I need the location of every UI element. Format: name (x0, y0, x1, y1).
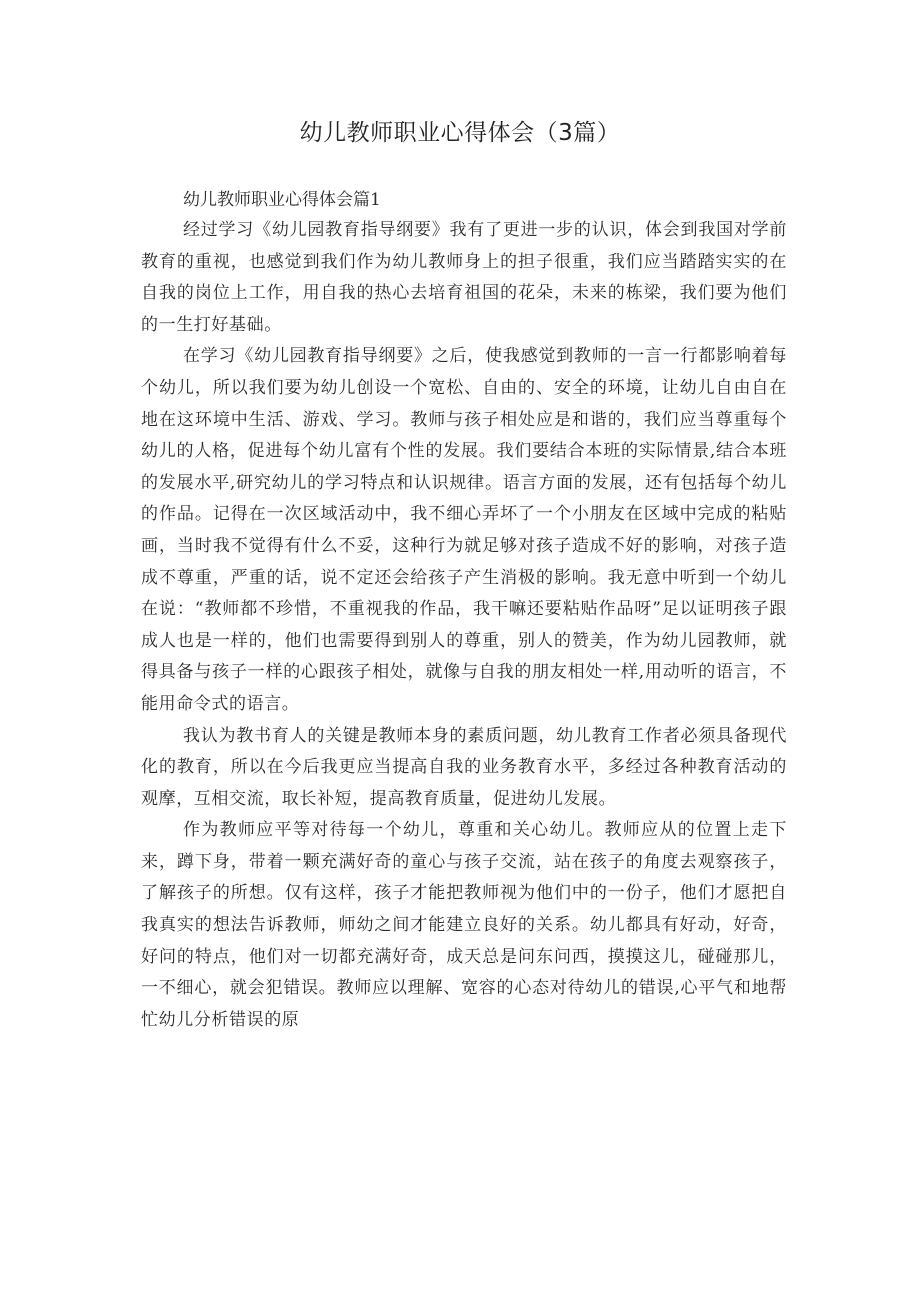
document-title: 幼儿教师职业心得体会（3篇） (299, 120, 621, 146)
section-heading: 幼儿教师职业心得体会篇1 (183, 190, 381, 210)
paragraph-3: 我认为教书育人的关键是教师本身的素质问题，幼儿教育工作者必须具备现代化的教育，所以在今后我更应当提高自我的业务教育水平，多经过各种教育活动的观摩，互相交流，取长补短，提高教育质量，促进幼儿发展。 (141, 725, 787, 809)
document-body (141, 185, 787, 1036)
paragraph-4: 作为教师应平等对待每一个幼儿，尊重和关心幼儿。教师应从的位置上走下来，蹲下身，带着一颗充满好奇的童心与孩子交流，站在孩子的角度去观察孩子，了解孩子的所想。仅有这样，孩子才能把教师视为他们中的一份子，他们才愿把自我真实的想法告诉教师，师幼之间才能建立良好的关系。幼儿都具有好动，好奇，好问的特点，他们对一切都充满好奇，成天总是问东问西，摸摸这儿，碰碰那儿，一不细心，就会犯错误。教师应以理解、宽容的心态对待幼儿的错误,心平气和地帮忙幼儿分析错误的原 (141, 820, 787, 1030)
paragraph-2: 在学习《幼儿园教育指导纲要》之后，使我感觉到教师的一言一行都影响着每个幼儿，所以我们要为幼儿创设一个宽松、自由的、安全的环境，让幼儿自由自在地在这环境中生活、游戏、学习。教师与孩子相处应是和谐的，我们应当尊重每个幼儿的人格，促进每个幼儿富有个性的发展。我们要结合本班的实际情景,结合本班的发展水平,研究幼儿的学习特点和认识规律。语言方面的发展，还有包括每个幼儿的作品。记得在一次区域活动中，我不细心弄坏了一个小朋友在区域中完成的粘贴画，当时我不觉得有什么不妥，这种行为就足够对孩子造成不好的影响，对孩子造成不尊重，严重的话，说不定还会给孩子产生消极的影响。我无意中听到一个幼儿在说：“教师都不珍惜，不重视我的作品，我干嘛还要粘贴作品呀”足以证明孩子跟成人也是一样的，他们也需要得到别人的尊重，别人的赞美，作为幼儿园教师，就得具备与孩子一样的心跟孩子相处，就像与自我的朋友相处一样,用动听的语言，不能用命令式的语言。 (141, 346, 787, 714)
paragraph-1: 经过学习《幼儿园教育指导纲要》我有了更进一步的认识，体会到我国对学前教育的重视，也感觉到我们作为幼儿教师身上的担子很重，我们应当踏踏实实的在自我的岗位上工作，用自我的热心去培育祖国的花朵，未来的栋梁，我们要为他们的一生打好基础。 (141, 220, 787, 335)
